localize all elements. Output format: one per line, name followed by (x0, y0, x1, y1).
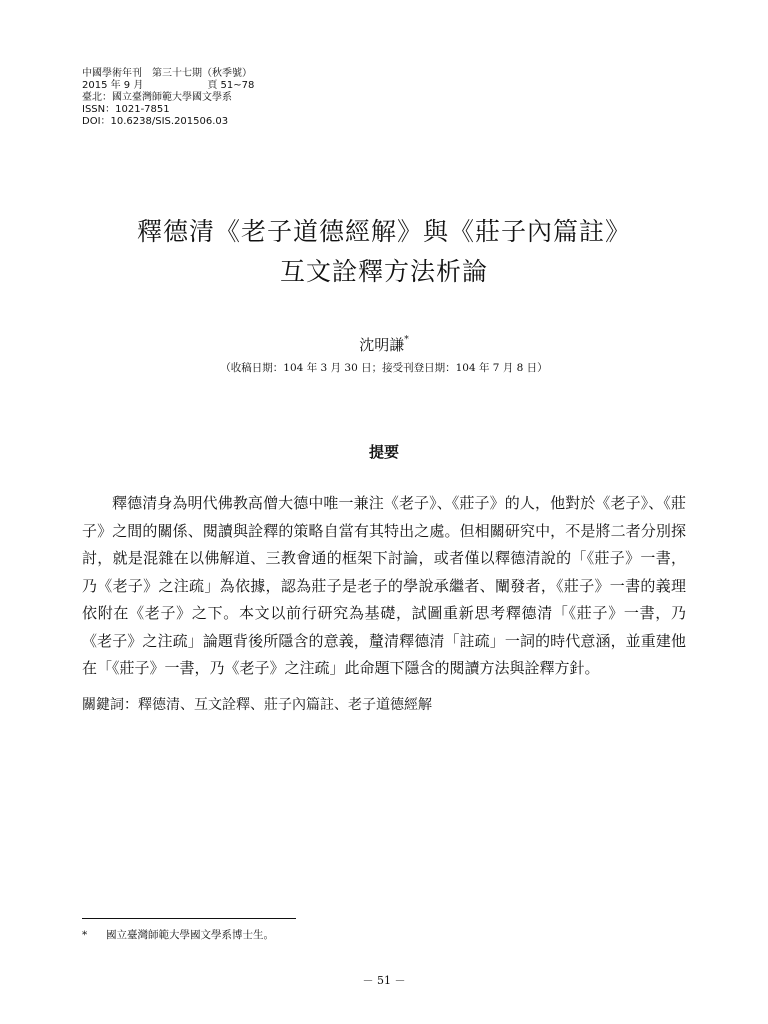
publication-date-line (82, 80, 342, 92)
paper-title-line-2: 互文詮釋方法析論 (279, 257, 488, 286)
publication-date: 2015 年 9 月 (82, 80, 144, 91)
footnote-text: 國立臺灣師範大學國文學系博士生。 (106, 929, 274, 941)
abstract-heading: 提要 (368, 443, 399, 461)
page-range: 頁 51~78 (207, 80, 255, 91)
paper-title-line-1: 釋德清《老子道德經解》與《莊子內篇註》 (136, 217, 631, 246)
author (0, 330, 768, 355)
footnote-divider (82, 918, 296, 919)
footnote-marker: * (82, 929, 88, 941)
paper-title (0, 212, 768, 292)
author-footnote-marker: * (404, 335, 409, 345)
journal-name: 中國學術年刊 第三十七期（秋季號） (82, 68, 252, 79)
page-number: － 51 － (362, 974, 406, 987)
author-name: 沈明謙 (359, 336, 405, 354)
publisher: 臺北：國立臺灣師範大學國文學系 (82, 92, 232, 103)
journal-header (82, 68, 342, 128)
keywords: 關鍵詞：釋德清、互文詮釋、莊子內篇註、老子道德經解 (82, 697, 432, 713)
abstract-body: 釋德清身為明代佛教高僧大德中唯一兼注《老子》、《莊子》的人，他對於《老子》、《莊子》之間的關係、閱讀與詮釋的策略自當有其特出之處。但相關研究中，不是將二者分別探討，就是混雜在以佛解道、三教會通的框架下討論，或者僅以釋德清說的「《莊子》一書，乃《老子》之注疏」為依據，認為莊子是老子的學說承繼者、闡發者，《莊子》一書的義理依附在《老子》之下。本文以前行研究為基礎，試圖重新思考釋德清「《莊子》一書，乃《老子》之注疏」論題背後所隱含的意義，釐清釋德清「註疏」一詞的時代意涵，並重建他在「《莊子》一書，乃《老子》之注疏」此命題下隱含的閱讀方法與詮釋方針。 (82, 494, 686, 677)
doi: DOI：10.6238/SIS.201506.03 (82, 116, 229, 127)
footnote (82, 928, 274, 942)
issn: ISSN：1021-7851 (82, 104, 170, 115)
submission-dates: （收稿日期：104 年 3 月 30 日；接受刊登日期：104 年 7 月 8 日） (220, 362, 548, 374)
